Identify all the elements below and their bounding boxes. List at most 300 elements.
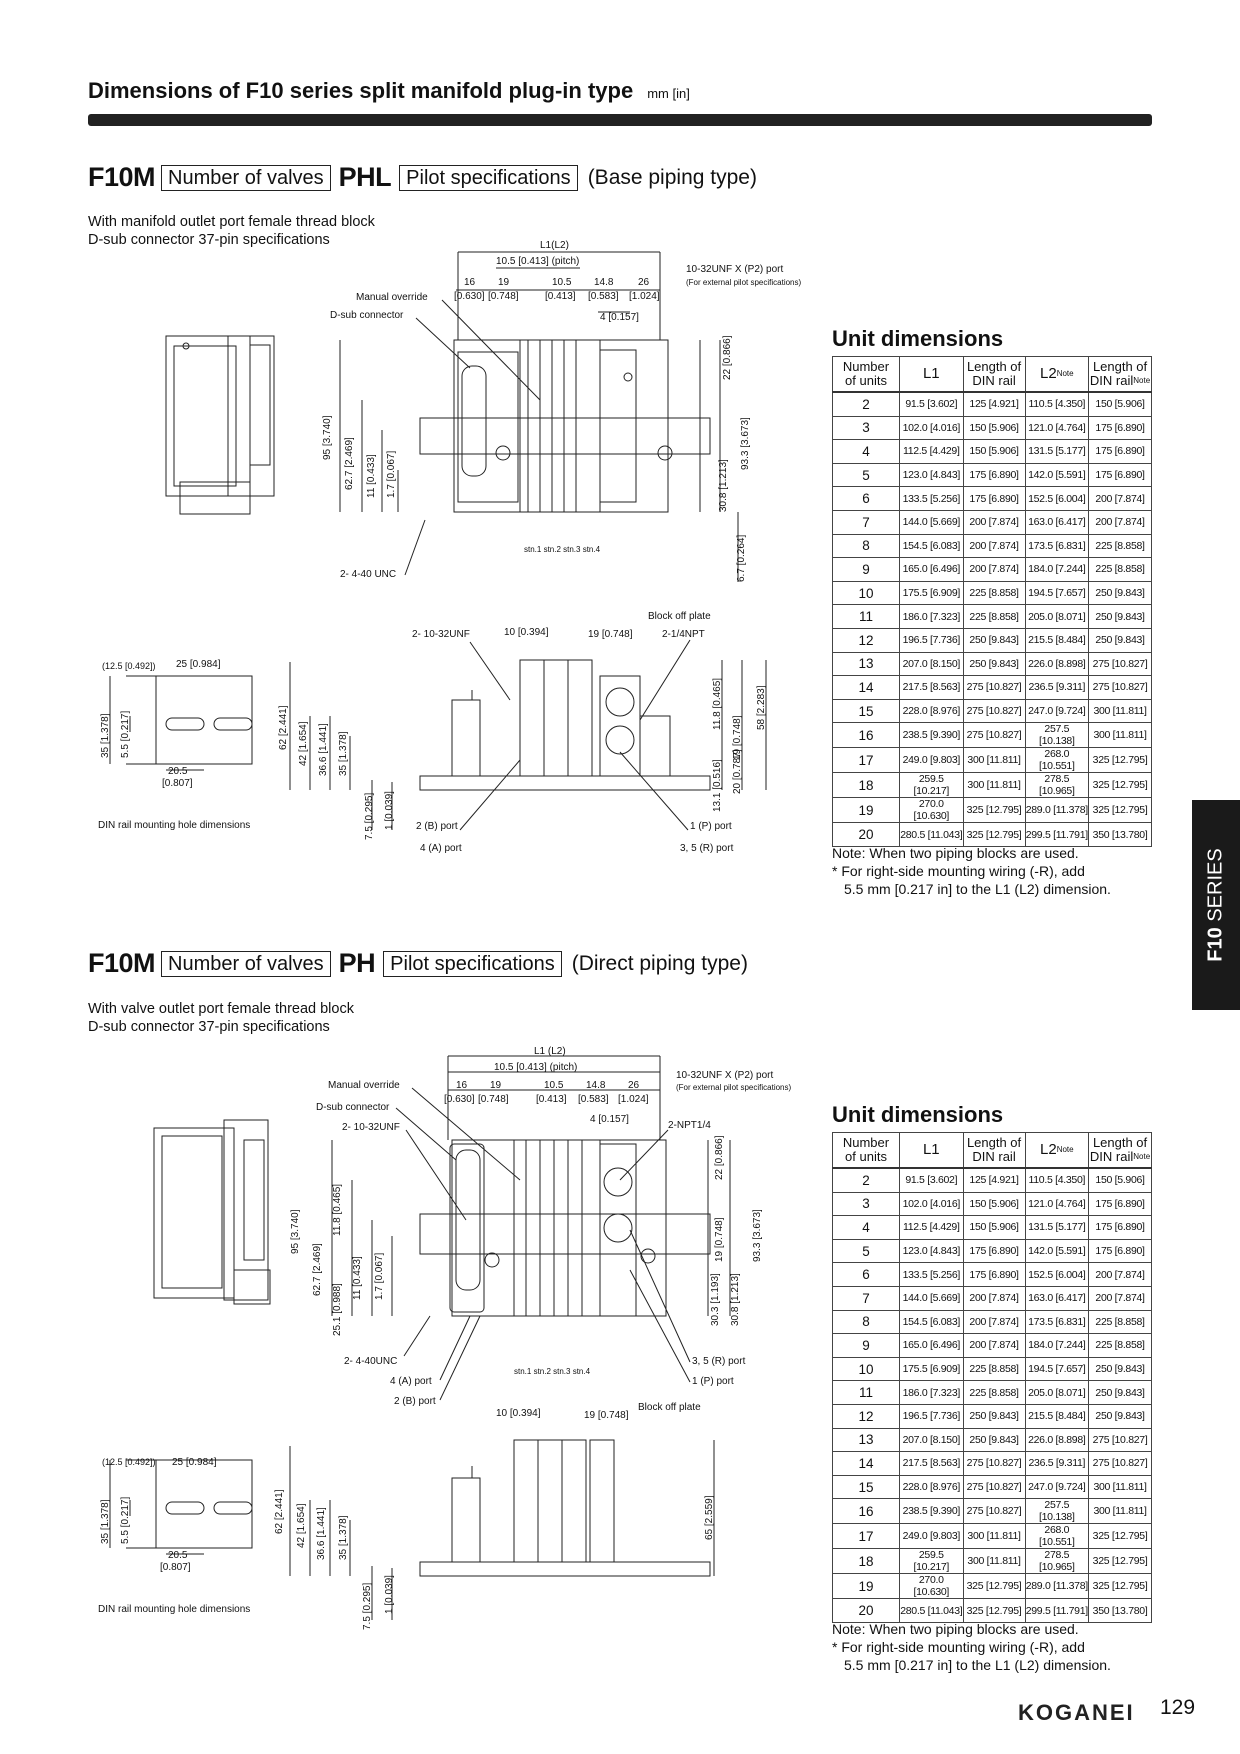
cell-value: 112.5 [4.429] [899,440,963,464]
dim2-w10: 10 [0.394] [496,1408,541,1419]
col-l1-2: L1 [899,1133,963,1169]
port2-a-label: 4 (A) port [390,1376,432,1387]
table-row [833,1310,1152,1334]
cell-value: 259.5 [10.217] [899,1549,963,1574]
dim2-42: 42 [1.654] [296,1503,307,1548]
cell-value: 142.0 [5.591] [1025,1239,1089,1263]
cell-value: 257.5 [10.138] [1025,1499,1089,1524]
cell-value: 275 [10.827] [963,723,1025,748]
cell-value: 144.0 [5.669] [899,510,963,534]
port2-unf-label: 10-32UNF X (P2) port [676,1070,774,1081]
cell-units: 12 [833,1404,900,1428]
table-row [833,676,1152,700]
port-unf-label: 10-32UNF X (P2) port [686,264,784,275]
pilot-spec-box-2: Pilot specifications [383,951,562,977]
cell-units: 19 [833,798,900,823]
cell-units: 9 [833,1334,900,1358]
section2-spec [88,1000,354,1036]
cell-value: 215.5 [8.484] [1025,628,1089,652]
table-row [833,1404,1152,1428]
dim-pitch: 10.5 [0.413] (pitch) [496,256,580,267]
cell-value: 238.5 [9.390] [899,723,963,748]
cell-value: 278.5 [10.965] [1025,773,1089,798]
cell-units: 11 [833,605,900,629]
stations2-label: stn.1 stn.2 stn.3 stn.4 [514,1367,591,1376]
unf2b-label: 2- 10-32UNF [342,1122,400,1133]
cell-value: 200 [7.874] [963,1334,1025,1358]
cell-value: 131.5 [5.177] [1025,1216,1089,1240]
note-line-3: 5.5 mm [0.217 in] to the L1 (L2) dimension. [844,881,1111,897]
cell-value: 175 [6.890] [1089,416,1152,440]
cell-value: 250 [9.843] [1089,605,1152,629]
cell-value: 257.5 [10.138] [1025,723,1089,748]
cell-value: 228.0 [8.976] [899,699,963,723]
rail-25: 25 [0.984] [176,659,221,670]
table-row [833,748,1152,773]
cell-units: 4 [833,1216,900,1240]
dim2-14-8: 14.8 [586,1080,606,1091]
cell-value: 259.5 [10.217] [899,773,963,798]
cell-value: 238.5 [9.390] [899,1499,963,1524]
pilot-spec-box: Pilot specifications [399,165,578,191]
page-number: 129 [1160,1696,1196,1719]
cell-value: 175.5 [6.909] [899,581,963,605]
cell-value: 150 [5.906] [1089,1168,1152,1192]
dim2-14-8-in: [0.583] [578,1094,609,1105]
dim2-4: 4 [0.157] [590,1114,629,1125]
cell-value: 112.5 [4.429] [899,1216,963,1240]
cell-value: 175 [6.890] [963,487,1025,511]
dim2-7-5: 7.5 [0.295] [362,1582,373,1630]
cell-value: 121.0 [4.764] [1025,1192,1089,1216]
cell-value: 275 [10.827] [963,1452,1025,1476]
cell-value: 350 [13.780] [1089,1599,1152,1623]
table-row [833,1549,1152,1574]
cell-value: 200 [7.874] [1089,487,1152,511]
table-row [833,416,1152,440]
cell-value: 250 [9.843] [1089,1404,1152,1428]
rail2-25: 25 [0.984] [172,1457,217,1468]
section1-model-line [88,162,757,193]
cell-value: 236.5 [9.311] [1025,676,1089,700]
dim-26: 26 [638,277,650,288]
cell-value: 300 [11.811] [963,1549,1025,1574]
cell-value: 144.0 [5.669] [899,1286,963,1310]
cell-value: 289.0 [11.378] [1025,1574,1089,1599]
dim-10-5: 10.5 [552,277,572,288]
koganei-logo: KOGANEI [1018,1700,1135,1725]
cell-value: 102.0 [4.016] [899,416,963,440]
table-row [833,1239,1152,1263]
cell-units: 10 [833,581,900,605]
cell-value: 275 [10.827] [1089,676,1152,700]
table-row [833,558,1152,582]
dim2-w19: 19 [0.748] [584,1410,629,1421]
cell-value: 150 [5.906] [963,416,1025,440]
section2-drawing-svg [88,1036,828,1636]
dim-16-in: [0.630] [454,291,485,302]
section1-drawing-svg [88,238,828,858]
cell-value: 175 [6.890] [963,1263,1025,1287]
cell-units: 3 [833,1192,900,1216]
cell-value: 325 [12.795] [963,823,1025,847]
table-row [833,510,1152,534]
cell-value: 270.0 [10.630] [899,1574,963,1599]
dim-10-5-in: [0.413] [545,291,576,302]
col-l1: L1 [899,357,963,393]
table-body-2 [833,1168,1152,1622]
cell-value: 150 [5.906] [963,440,1025,464]
cell-units: 17 [833,1524,900,1549]
cell-value: 217.5 [8.563] [899,676,963,700]
table-row [833,1452,1152,1476]
cell-value: 194.5 [7.657] [1025,581,1089,605]
rail2-5-5: 5.5 [0.217] [120,1496,131,1544]
col-units-2: Number of units [833,1133,900,1169]
dim2-62-7: 62.7 [2.469] [312,1243,323,1296]
rail2-35: 35 [1.378] [100,1499,111,1544]
dim-95: 95 [3.740] [322,415,333,460]
model-prefix-2: F10M [88,948,156,978]
type-note-2: (Direct piping type) [571,951,748,975]
cell-value: 236.5 [9.311] [1025,1452,1089,1476]
cell-value: 200 [7.874] [963,1286,1025,1310]
series-side-tab [1192,800,1240,1010]
page-title [88,78,690,104]
table-row [833,823,1152,847]
cell-value: 225 [8.858] [1089,1310,1152,1334]
cell-value: 150 [5.906] [963,1216,1025,1240]
cell-value: 325 [12.795] [1089,1574,1152,1599]
dim-62-7: 62.7 [2.469] [344,437,355,490]
table-row [833,1216,1152,1240]
rail2-12-5: (12.5 [0.492]) [102,1457,156,1467]
cell-value: 205.0 [8.071] [1025,1381,1089,1405]
dim-w19: 19 [0.748] [588,629,633,640]
dim-22: 22 [0.866] [722,335,733,380]
dsub2-label: D-sub connector [316,1102,390,1113]
cell-value: 175 [6.890] [1089,1216,1152,1240]
cell-value: 270.0 [10.630] [899,798,963,823]
section2-drawing [88,1036,828,1636]
cell-value: 250 [9.843] [963,628,1025,652]
cell-value: 207.0 [8.150] [899,652,963,676]
port-r-label: 3, 5 (R) port [680,843,734,854]
cell-value: 275 [10.827] [963,676,1025,700]
port-b-label: 2 (B) port [416,821,458,832]
cell-value: 325 [12.795] [1089,748,1152,773]
dim-1-7: 1.7 [0.067] [386,450,397,498]
cell-value: 152.5 [6.004] [1025,487,1089,511]
table-row [833,1334,1152,1358]
dim-6-7: 6.7 [0.264] [736,534,747,582]
cell-value: 325 [12.795] [1089,773,1152,798]
cell-value: 125 [4.921] [963,1168,1025,1192]
cell-value: 300 [11.811] [1089,723,1152,748]
dim-42: 42 [1.654] [298,721,309,766]
table-row [833,1357,1152,1381]
table-row [833,1428,1152,1452]
cell-value: 325 [12.795] [963,1599,1025,1623]
cell-units: 20 [833,823,900,847]
table-row [833,628,1152,652]
cell-units: 14 [833,1452,900,1476]
dim2-19: 19 [490,1080,502,1091]
cell-value: 131.5 [5.177] [1025,440,1089,464]
stations-label: stn.1 stn.2 stn.3 stn.4 [524,545,601,554]
cell-value: 196.5 [7.736] [899,1404,963,1428]
rail2-caption: DIN rail mounting hole dimensions [98,1604,251,1615]
cell-value: 165.0 [6.496] [899,558,963,582]
cell-units: 9 [833,558,900,582]
rail-12-5: (12.5 [0.492]) [102,661,156,671]
col-din2: Length of DIN railNote [1089,357,1152,393]
dim-19-in: [0.748] [488,291,519,302]
cell-value: 225 [8.858] [963,581,1025,605]
dim-62: 62 [2.441] [278,705,289,750]
dim2-25-1: 25.1 [0.988] [332,1283,343,1336]
dim2-l1l2: L1 (L2) [534,1046,566,1057]
table-body-1 [833,392,1152,846]
cell-value: 300 [11.811] [963,1524,1025,1549]
cell-value: 226.0 [8.898] [1025,652,1089,676]
col-units: Number of units [833,357,900,393]
dsub-label: D-sub connector [330,310,404,321]
table-row [833,1381,1152,1405]
cell-value: 325 [12.795] [1089,1524,1152,1549]
cell-value: 300 [11.811] [963,773,1025,798]
cell-units: 18 [833,1549,900,1574]
model-code: PHL [338,162,392,192]
cell-value: 142.0 [5.591] [1025,463,1089,487]
table-row [833,605,1152,629]
cell-units: 15 [833,1475,900,1499]
cell-value: 123.0 [4.843] [899,463,963,487]
dim2-35: 35 [1.378] [338,1515,349,1560]
cell-value: 226.0 [8.898] [1025,1428,1089,1452]
unc2-label: 2- 4-40UNC [344,1356,398,1367]
cell-value: 110.5 [4.350] [1025,1168,1089,1192]
cell-value: 250 [9.843] [1089,628,1152,652]
cell-value: 91.5 [3.602] [899,392,963,416]
cell-value: 217.5 [8.563] [899,1452,963,1476]
dim2-16: 16 [456,1080,468,1091]
npt-label: 2-1/4NPT [662,629,705,640]
port-p-label: 1 (P) port [690,821,732,832]
cell-value: 249.0 [9.803] [899,748,963,773]
cell-value: 225 [8.858] [1089,1334,1152,1358]
cell-value: 325 [12.795] [963,798,1025,823]
cell-units: 6 [833,1263,900,1287]
cell-value: 225 [8.858] [963,605,1025,629]
dim2-19: 19 [0.748] [714,1217,725,1262]
cell-value: 152.5 [6.004] [1025,1263,1089,1287]
col-din1-2: Length of DIN rail [963,1133,1025,1169]
cell-value: 200 [7.874] [963,510,1025,534]
type-note: (Base piping type) [587,165,757,189]
cell-units: 13 [833,1428,900,1452]
manual-override-label: Manual override [356,292,428,303]
unit-dimensions-table-2 [832,1132,1152,1623]
cell-value: 123.0 [4.843] [899,1239,963,1263]
dim2-22: 22 [0.866] [714,1135,725,1180]
dim-11-8: 11.8 [0.465] [712,677,723,730]
cell-value: 275 [10.827] [1089,1452,1152,1476]
cell-value: 173.5 [6.831] [1025,534,1089,558]
cell-units: 2 [833,392,900,416]
cell-value: 184.0 [7.244] [1025,1334,1089,1358]
cell-value: 163.0 [6.417] [1025,510,1089,534]
note2-line-1: Note: When two piping blocks are used. [832,1621,1079,1637]
dim2-19-in: [0.748] [478,1094,509,1105]
cell-value: 280.5 [11.043] [899,1599,963,1623]
cell-value: 275 [10.827] [963,1475,1025,1499]
port2-unf-note: (For external pilot specifications) [676,1083,792,1092]
dim2-26-in: [1.024] [618,1094,649,1105]
cell-units: 4 [833,440,900,464]
dim-93-3: 93.3 [3.673] [740,417,751,470]
note-line-1: Note: When two piping blocks are used. [832,845,1079,861]
dim-35: 35 [1.378] [338,731,349,776]
dim2-16-in: [0.630] [444,1094,475,1105]
table-row [833,440,1152,464]
section1-drawing [88,238,828,858]
cell-value: 194.5 [7.657] [1025,1357,1089,1381]
cell-units: 15 [833,699,900,723]
cell-units: 3 [833,416,900,440]
dim-19: 19 [498,277,510,288]
table-row [833,652,1152,676]
cell-value: 325 [12.795] [963,1574,1025,1599]
cell-units: 7 [833,510,900,534]
cell-value: 163.0 [6.417] [1025,1286,1089,1310]
series-tab-label: F10 SERIES [1204,848,1227,962]
cell-units: 14 [833,676,900,700]
cell-units: 8 [833,534,900,558]
dim2-1: 1 [0.039] [384,1575,395,1614]
rail-caption: DIN rail mounting hole dimensions [98,820,251,831]
col-l2-2: L2Note [1025,1133,1089,1169]
table-row [833,1499,1152,1524]
dim2-11: 11 [0.433] [352,1256,363,1300]
block2-label: Block off plate [638,1402,701,1413]
table-row [833,1524,1152,1549]
cell-value: 175 [6.890] [963,1239,1025,1263]
table-row [833,723,1152,748]
dim-26-in: [1.024] [629,291,660,302]
cell-units: 20 [833,1599,900,1623]
section2-model-line [88,948,748,979]
cell-units: 10 [833,1357,900,1381]
unc-label: 2- 4-40 UNC [340,569,397,580]
cell-value: 102.0 [4.016] [899,1192,963,1216]
cell-units: 8 [833,1310,900,1334]
note2-line-2: * For right-side mounting wiring (-R), add [832,1639,1085,1655]
cell-value: 225 [8.858] [1089,558,1152,582]
cell-units: 7 [833,1286,900,1310]
port2-b-label: 2 (B) port [394,1396,436,1407]
cell-value: 200 [7.874] [963,1310,1025,1334]
cell-units: 12 [833,628,900,652]
cell-value: 250 [9.843] [963,1428,1025,1452]
cell-value: 250 [9.843] [963,1404,1025,1428]
cell-value: 250 [9.843] [1089,581,1152,605]
cell-units: 2 [833,1168,900,1192]
manual2-label: Manual override [328,1080,400,1091]
unit-dimensions-title-2: Unit dimensions [832,1102,1004,1127]
cell-value: 186.0 [7.323] [899,1381,963,1405]
spec-line-1b: With valve outlet port female thread block [88,1001,354,1017]
cell-units: 6 [833,487,900,511]
dim-l1l2: L1(L2) [540,240,569,251]
npt2-label: 2-NPT1/4 [668,1120,711,1131]
rail-5-5: 5.5 [0.217] [120,710,131,758]
cell-value: 268.0 [10.551] [1025,748,1089,773]
dim2-95: 95 [3.740] [290,1209,301,1254]
page-title-text: Dimensions of F10 series split manifold plug-in type [88,78,634,103]
cell-value: 300 [11.811] [1089,699,1152,723]
table-row [833,1263,1152,1287]
cell-value: 325 [12.795] [1089,798,1152,823]
cell-value: 165.0 [6.496] [899,1334,963,1358]
spec-line-2b: D-sub connector 37-pin specifications [88,1019,330,1035]
cell-value: 299.5 [11.791] [1025,823,1089,847]
unit-notes-2 [832,1620,1111,1674]
cell-value: 200 [7.874] [1089,510,1152,534]
dim-4: 4 [0.157] [600,312,639,323]
spec-line-2: D-sub connector 37-pin specifications [88,232,330,248]
block-off-label: Block off plate [648,611,711,622]
dim-13-1: 13.1 [0.516] [712,759,723,812]
cell-value: 133.5 [5.256] [899,1263,963,1287]
dim-14-8: 14.8 [594,277,614,288]
cell-value: 247.0 [9.724] [1025,1475,1089,1499]
dim2-62: 62 [2.441] [274,1489,285,1534]
cell-value: 275 [10.827] [963,699,1025,723]
model-code-2: PH [338,948,376,978]
table-row [833,1192,1152,1216]
rail-20-5: 20.5 [168,766,188,777]
number-of-valves-box: Number of valves [161,165,331,191]
cell-value: 205.0 [8.071] [1025,605,1089,629]
cell-value: 300 [11.811] [1089,1475,1152,1499]
cell-value: 200 [7.874] [1089,1286,1152,1310]
cell-units: 17 [833,748,900,773]
cell-value: 247.0 [9.724] [1025,699,1089,723]
number-of-valves-box-2: Number of valves [161,951,331,977]
cell-value: 154.5 [6.083] [899,1310,963,1334]
cell-value: 300 [11.811] [963,748,1025,773]
table-row [833,463,1152,487]
cell-value: 250 [9.843] [1089,1381,1152,1405]
cell-value: 250 [9.843] [1089,1357,1152,1381]
cell-value: 299.5 [11.791] [1025,1599,1089,1623]
dim2-10-5-in: [0.413] [536,1094,567,1105]
spec-line-1: With manifold outlet port female thread block [88,214,375,230]
dim-30-8: 30.8 [1.213] [718,459,729,512]
cell-value: 275 [10.827] [1089,1428,1152,1452]
table-row [833,1599,1152,1623]
model-prefix: F10M [88,162,156,192]
cell-value: 175 [6.890] [1089,1192,1152,1216]
table-row [833,1168,1152,1192]
cell-value: 110.5 [4.350] [1025,392,1089,416]
dim2-10-5: 10.5 [544,1080,564,1091]
cell-value: 125 [4.921] [963,392,1025,416]
dim-11: 11 [0.433] [366,454,377,498]
cell-value: 133.5 [5.256] [899,487,963,511]
cell-value: 225 [8.858] [1089,534,1152,558]
